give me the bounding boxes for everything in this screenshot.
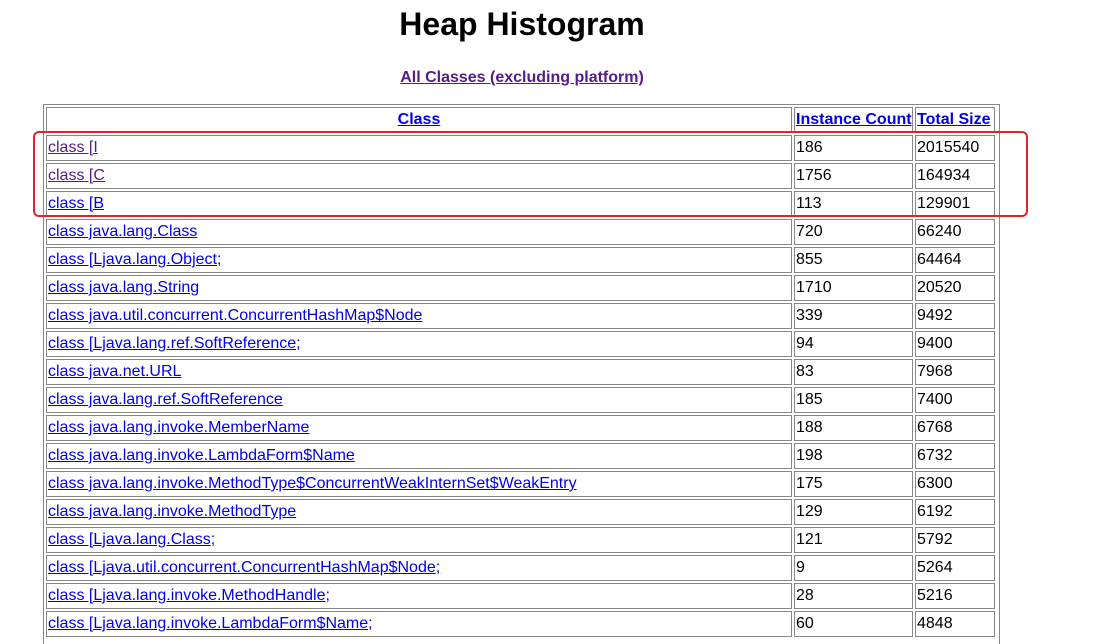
sort-by-instance-count-link[interactable]: Instance Count	[796, 111, 912, 128]
class-name-cell	[46, 163, 792, 189]
class-name-cell	[46, 583, 792, 609]
total-size-cell: 6768	[915, 415, 995, 441]
total-size-cell: 64464	[915, 247, 995, 273]
instance-count-cell: 1710	[794, 275, 913, 301]
class-link[interactable]: class java.net.URL	[48, 363, 182, 380]
histogram-table	[44, 105, 997, 639]
total-size-cell: 129901	[915, 191, 995, 217]
class-link[interactable]: class [Ljava.lang.Object;	[48, 251, 222, 268]
table-row	[46, 303, 995, 329]
instance-count-cell: 198	[794, 443, 913, 469]
total-size-cell: 5216	[915, 583, 995, 609]
instance-count-cell: 1756	[794, 163, 913, 189]
total-size-cell: 2015540	[915, 135, 995, 161]
total-size-cell: 164934	[915, 163, 995, 189]
total-size-cell: 6300	[915, 471, 995, 497]
column-header-total-size[interactable]	[915, 107, 995, 133]
class-name-cell	[46, 331, 792, 357]
class-name-cell	[46, 499, 792, 525]
table-row	[46, 275, 995, 301]
class-link[interactable]: class java.lang.invoke.MethodType	[48, 503, 297, 520]
table-row	[46, 555, 995, 581]
column-header-instance-count[interactable]	[794, 107, 913, 133]
instance-count-cell: 175	[794, 471, 913, 497]
class-name-cell	[46, 471, 792, 497]
instance-count-cell: 9	[794, 555, 913, 581]
class-name-cell	[46, 303, 792, 329]
instance-count-cell: 28	[794, 583, 913, 609]
page-title: Heap Histogram	[399, 6, 645, 42]
table-row	[46, 359, 995, 385]
class-name-cell	[46, 527, 792, 553]
class-name-cell	[46, 415, 792, 441]
class-name-cell	[46, 191, 792, 217]
table-row	[46, 471, 995, 497]
table-header-row	[46, 107, 995, 133]
total-size-cell: 9492	[915, 303, 995, 329]
instance-count-cell: 339	[794, 303, 913, 329]
table-row	[46, 583, 995, 609]
subtitle	[0, 68, 1044, 88]
class-link[interactable]: class [B	[48, 195, 105, 212]
class-link[interactable]: class java.lang.invoke.LambdaForm$Name	[48, 447, 355, 464]
instance-count-cell: 185	[794, 387, 913, 413]
class-link[interactable]: class java.util.concurrent.ConcurrentHashMap$Node	[48, 307, 423, 324]
histogram-table-wrapper	[43, 104, 1000, 644]
table-row	[46, 527, 995, 553]
total-size-cell: 6192	[915, 499, 995, 525]
table-row	[46, 135, 995, 161]
sort-by-class-link[interactable]: Class	[397, 111, 441, 128]
class-name-cell	[46, 359, 792, 385]
table-row	[46, 387, 995, 413]
total-size-cell: 66240	[915, 219, 995, 245]
class-link[interactable]: class java.lang.String	[48, 279, 200, 296]
table-row	[46, 219, 995, 245]
instance-count-cell: 94	[794, 331, 913, 357]
instance-count-cell: 855	[794, 247, 913, 273]
instance-count-cell: 121	[794, 527, 913, 553]
instance-count-cell: 60	[794, 611, 913, 637]
instance-count-cell: 113	[794, 191, 913, 217]
total-size-cell: 20520	[915, 275, 995, 301]
sort-by-total-size-link[interactable]: Total Size	[917, 111, 991, 128]
class-name-cell	[46, 247, 792, 273]
class-name-cell	[46, 555, 792, 581]
total-size-cell: 7968	[915, 359, 995, 385]
instance-count-cell: 83	[794, 359, 913, 385]
total-size-cell: 7400	[915, 387, 995, 413]
class-link[interactable]: class [C	[48, 167, 105, 184]
total-size-cell: 6732	[915, 443, 995, 469]
table-row	[46, 331, 995, 357]
table-row	[46, 499, 995, 525]
all-classes-link[interactable]: All Classes (excluding platform)	[400, 69, 644, 86]
table-row	[46, 191, 995, 217]
instance-count-cell: 188	[794, 415, 913, 441]
table-row	[46, 415, 995, 441]
class-link[interactable]: class [Ljava.lang.invoke.MethodHandle;	[48, 587, 330, 604]
table-row	[46, 163, 995, 189]
class-link[interactable]: class [I	[48, 139, 98, 156]
instance-count-cell: 186	[794, 135, 913, 161]
class-link[interactable]: class [Ljava.lang.Class;	[48, 531, 216, 548]
class-name-cell	[46, 219, 792, 245]
class-link[interactable]: class java.lang.ref.SoftReference	[48, 391, 283, 408]
table-row	[46, 443, 995, 469]
column-header-class[interactable]	[46, 107, 792, 133]
total-size-cell: 9400	[915, 331, 995, 357]
table-row	[46, 611, 995, 637]
class-link[interactable]: class java.lang.Class	[48, 223, 198, 240]
class-link[interactable]: class [Ljava.lang.invoke.LambdaForm$Name;	[48, 615, 373, 632]
class-name-cell	[46, 275, 792, 301]
class-name-cell	[46, 611, 792, 637]
table-row	[46, 247, 995, 273]
class-link[interactable]: class java.lang.invoke.MemberName	[48, 419, 310, 436]
class-link[interactable]: class [Ljava.lang.ref.SoftReference;	[48, 335, 301, 352]
table-body	[46, 135, 995, 637]
total-size-cell: 5792	[915, 527, 995, 553]
class-name-cell	[46, 387, 792, 413]
instance-count-cell: 720	[794, 219, 913, 245]
instance-count-cell: 129	[794, 499, 913, 525]
total-size-cell: 5264	[915, 555, 995, 581]
class-link[interactable]: class java.lang.invoke.MethodType$ConcurrentWeakInternSet$WeakEntry	[48, 475, 577, 492]
total-size-cell: 4848	[915, 611, 995, 637]
class-link[interactable]: class [Ljava.util.concurrent.ConcurrentHashMap$Node;	[48, 559, 441, 576]
class-name-cell	[46, 443, 792, 469]
class-name-cell	[46, 135, 792, 161]
